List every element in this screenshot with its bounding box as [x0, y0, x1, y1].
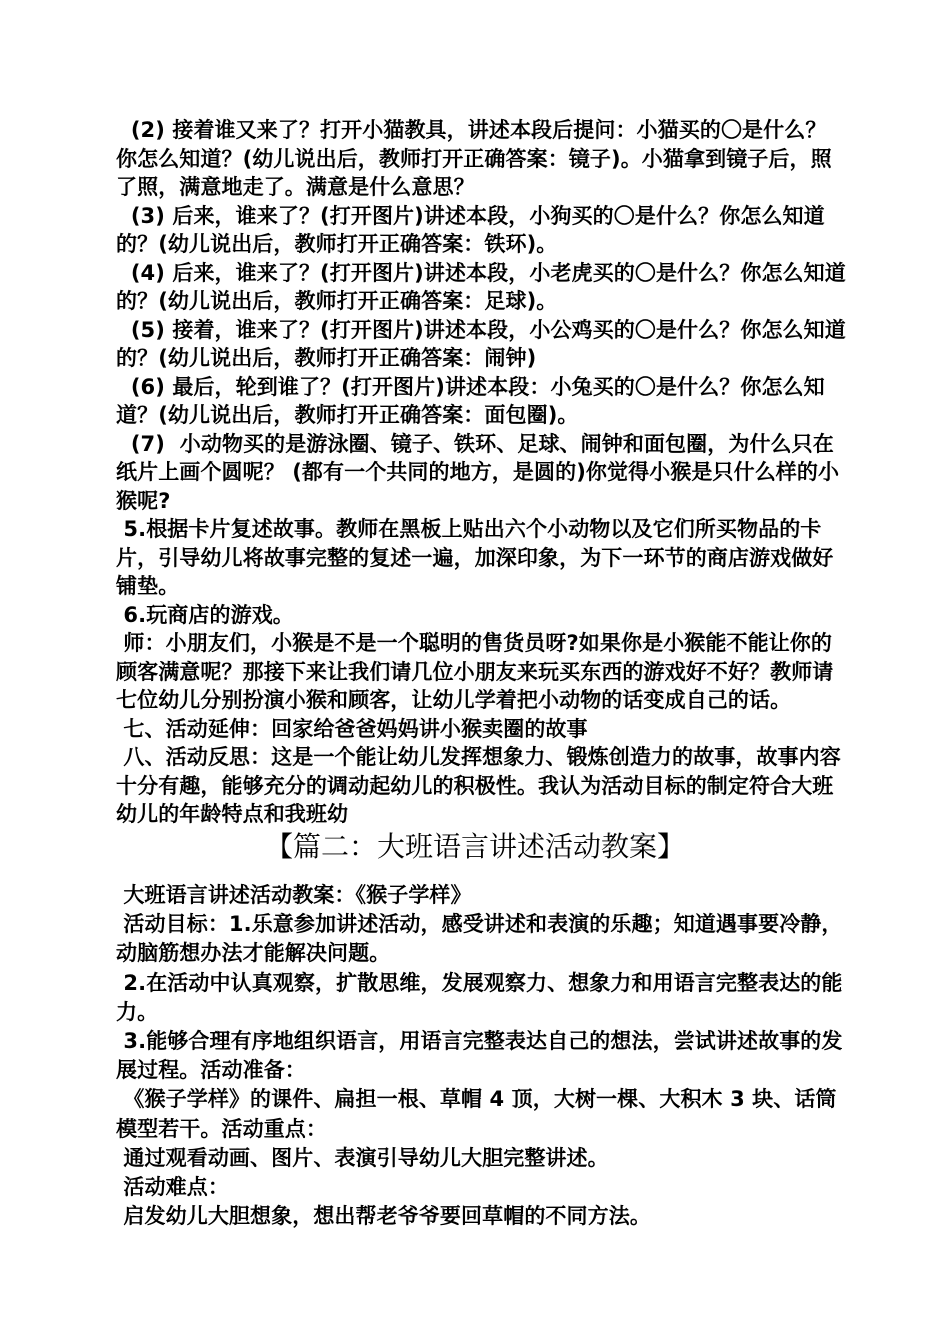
paragraph-step-6: (6) 最后，轮到谁了？(打开图片)讲述本段：小兔买的〇是什么？你怎么知道？(幼儿说出后，教师打开正确答案：面包圈)。 [116, 374, 825, 427]
paragraph-teacher-speech: 师：小朋友们，小猴是不是一个聪明的售货员呀?如果你是小猴能不能让你的顾客满意呢？那接下来让我们请几位小朋友来玩买东西的游戏好不好？教师请七位幼儿分别扮演小猴和顾客，让幼儿学着把小动物的话变成自己的话。 [116, 631, 834, 712]
paragraph-activity-reflection: 八、活动反思：这是一个能让幼儿发挥想象力、锻炼创造力的故事，故事内容十分有趣，能够充分的调动起幼儿的积极性。我认为活动目标的制定符合大班幼儿的年龄特点和我班幼 [116, 745, 841, 826]
paragraph-step-3: (3) 后来，谁来了？(打开图片)讲述本段，小狗买的〇是什么？你怎么知道的？(幼儿说出后，教师打开正确答案：铁环)。 [116, 203, 825, 256]
paragraph-plan-title: 大班语言讲述活动教案：《猴子学样》 [116, 883, 472, 907]
paragraph-step-7: (7) 小动物买的是游泳圈、镜子、铁环、足球、闹钟和面包圈，为什么只在纸片上画个圆呢？ (都有一个共同的地方，是圆的)你觉得小猴是只什么样的小猴呢? [116, 431, 840, 513]
paragraph-goal-1: 活动目标：1.乐意参加讲述活动，感受讲述和表演的乐趣；知道遇事要冷静，动脑筋想办法才能解决问题。 [116, 912, 843, 966]
paragraph-retell-story: 5.根据卡片复述故事。教师在黑板上贴出六个小动物以及它们所买物品的卡片，引导幼儿将故事完整的复述一遍，加深印象，为下一环节的商店游戏做好铺垫。 [116, 517, 834, 598]
paragraph-goal-3: 3.能够合理有序地组织语言，用语言完整表达自己的想法，尝试讲述故事的发展过程。活动准备： [116, 1029, 843, 1083]
paragraph-step-5: (5) 接着，谁来了？(打开图片)讲述本段，小公鸡买的〇是什么？你怎么知道的？(幼儿说出后，教师打开正确答案：闹钟) [116, 317, 846, 370]
paragraph-difficulty: 启发幼儿大胆想象，想出帮老爷爷要回草帽的不同方法。 [116, 1204, 651, 1229]
paragraph-difficulty-label: 活动难点： [116, 1175, 229, 1200]
lesson-plan-two [116, 881, 846, 1231]
paragraph-step-2: (2) 接着谁又来了？打开小猫教具，讲述本段后提问：小猫买的〇是什么？你怎么知道？(幼儿说出后，教师打开正确答案：镜子)。小猫拿到镜子后，照了照，满意地走了。满意是什么意思？ [116, 118, 832, 199]
paragraph-goal-2: 2.在活动中认真观察，扩散思维，发展观察力、想象力和用语言完整表达的能力。 [116, 970, 843, 1024]
paragraph-shop-game: 6.玩商店的游戏。 [116, 602, 294, 627]
section-heading: 【篇二：大班语言讲述活动教案】 [264, 830, 685, 863]
paragraph-materials: 《猴子学样》的课件、扁担一根、草帽 4 顶，大树一棵、大积木 3 块、话筒模型若干。活动重点： [116, 1087, 837, 1141]
paragraph-step-4: (4) 后来，谁来了？(打开图片)讲述本段，小老虎买的〇是什么？你怎么知道的？(幼儿说出后，教师打开正确答案：足球)。 [116, 260, 846, 313]
paragraph-activity-extension: 七、活动延伸：回家给爸爸妈妈讲小猴卖圈的故事 [116, 716, 588, 741]
lesson-plan-continuation [116, 116, 846, 829]
paragraph-key-point: 通过观看动画、图片、表演引导幼儿大胆完整讲述。 [116, 1145, 609, 1170]
